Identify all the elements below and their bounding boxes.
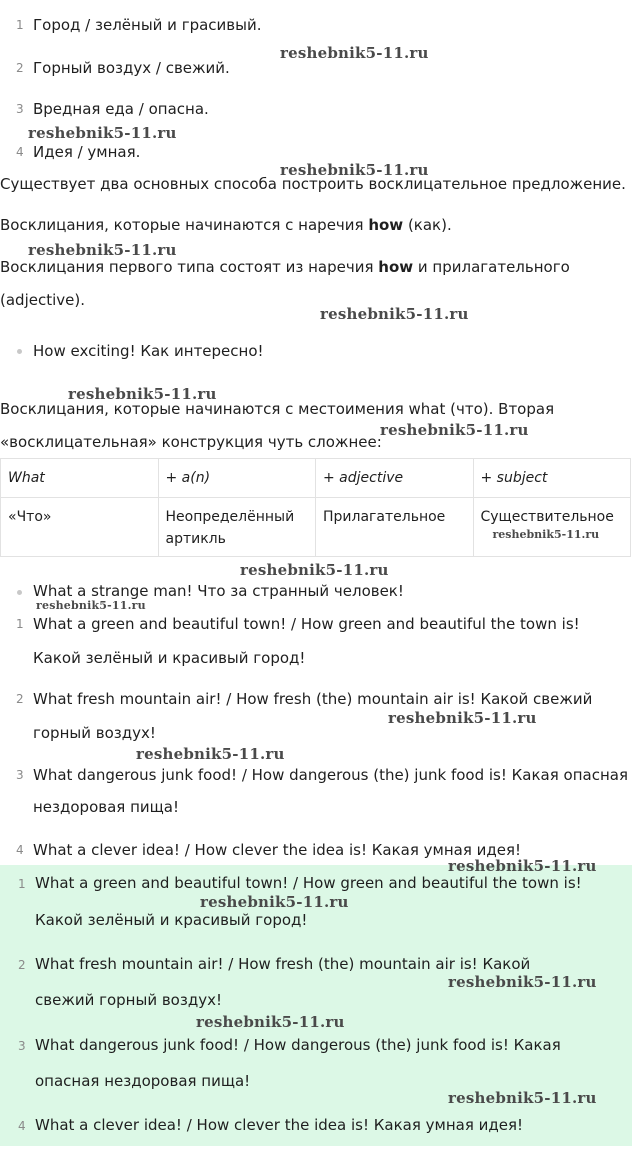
solution-item: What fresh mountain air! / How fresh (the) mountain air is! Какой свежий — [33, 690, 593, 708]
solution-item: горный воздух! — [33, 724, 156, 742]
theory-type1-text: Восклицания первого типа состоят из наречия — [0, 258, 379, 276]
theory-what: Восклицания, которые начинаются с местоимения what (что). Вторая — [0, 400, 555, 418]
table-cell-text: Существительное — [480, 509, 614, 525]
solution-item: Какой зелёный и красивый город! — [33, 649, 306, 667]
table-header: + adjective — [316, 459, 474, 498]
list-number: 3 — [16, 102, 24, 116]
watermark: reshebnik5-11.ru — [388, 709, 537, 727]
table-cell: «Что» — [1, 498, 159, 557]
watermark: reshebnik5-11.ru — [320, 305, 469, 323]
solution-item: What a clever idea! / How clever the idea is! Какая умная идея! — [33, 841, 521, 859]
watermark: reshebnik5-11.ru — [200, 893, 349, 911]
list-number: 1 — [16, 18, 24, 32]
watermark: reshebnik5-11.ru — [240, 561, 389, 579]
example-item: How exciting! Как интересно! — [33, 342, 264, 360]
watermark: reshebnik5-11.ru — [448, 1089, 597, 1107]
table-cell: Прилагательное — [316, 498, 474, 557]
answer-item: свежий горный воздух! — [35, 991, 222, 1009]
table-header-row — [1, 459, 631, 498]
theory-what: «восклицательная» конструкция чуть сложнее: — [0, 433, 382, 451]
list-number: 3 — [16, 768, 24, 782]
theory-how — [0, 216, 452, 234]
answer-item: Какой зелёный и красивый город! — [35, 911, 308, 929]
theory-how-text: Восклицания, которые начинаются с наречия — [0, 216, 369, 234]
watermark: reshebnik5-11.ru — [68, 385, 217, 403]
watermark: reshebnik5-11.ru — [380, 421, 529, 439]
table-header: What — [1, 459, 159, 498]
list-number: 3 — [18, 1039, 26, 1053]
theory-intro: Существует два основных способа построить восклицательное предложение. — [0, 175, 626, 193]
watermark: reshebnik5-11.ru — [280, 161, 429, 179]
task-item: Горный воздух / свежий. — [33, 59, 230, 77]
watermark: reshebnik5-11.ru — [36, 599, 146, 612]
bullet — [17, 590, 22, 595]
answer-item: What a green and beautiful town! / How green and beautiful the town is! — [35, 874, 582, 892]
list-number: 2 — [16, 692, 24, 706]
construction-table — [0, 458, 631, 557]
theory-type1-text: и прилагательного — [413, 258, 570, 276]
solution-item: What dangerous junk food! / How dangerous (the) junk food is! Какая опасная — [33, 766, 628, 784]
list-number: 1 — [16, 617, 24, 631]
table-cell — [473, 498, 631, 557]
answer-item: опасная нездоровая пища! — [35, 1072, 251, 1090]
watermark: reshebnik5-11.ru — [28, 124, 177, 142]
table-cell: Неопределённый артикль — [158, 498, 316, 557]
list-number: 4 — [16, 145, 24, 159]
keyword-how: how — [368, 216, 404, 234]
watermark: reshebnik5-11.ru — [280, 44, 429, 62]
list-number: 2 — [16, 61, 24, 75]
watermark: reshebnik5-11.ru — [196, 1013, 345, 1031]
list-number: 4 — [16, 843, 24, 857]
answer-item: What dangerous junk food! / How dangerous (the) junk food is! Какая — [35, 1036, 561, 1054]
example-item: What a strange man! Что за странный человек! — [33, 582, 404, 600]
task-item: Идея / умная. — [33, 143, 141, 161]
answer-item: What a clever idea! / How clever the idea is! Какая умная идея! — [35, 1116, 523, 1134]
list-number: 2 — [18, 958, 26, 972]
watermark: reshebnik5-11.ru — [28, 241, 177, 259]
table-row — [1, 498, 631, 557]
table-header: + a(n) — [158, 459, 316, 498]
list-number: 1 — [18, 877, 26, 891]
solution-item: What a green and beautiful town! / How green and beautiful the town is! — [33, 615, 580, 633]
watermark: reshebnik5-11.ru — [448, 857, 597, 875]
bullet — [17, 349, 22, 354]
list-number: 4 — [18, 1119, 26, 1133]
theory-type1 — [0, 258, 570, 276]
keyword-how: how — [378, 258, 414, 276]
task-item: Вредная еда / опасна. — [33, 100, 209, 118]
watermark: reshebnik5-11.ru — [492, 528, 600, 541]
watermark: reshebnik5-11.ru — [136, 745, 285, 763]
answer-item: What fresh mountain air! / How fresh (the) mountain air is! Какой — [35, 955, 531, 973]
task-item: Город / зелёный и грасивый. — [33, 16, 262, 34]
watermark: reshebnik5-11.ru — [448, 973, 597, 991]
solution-item: нездоровая пища! — [33, 798, 179, 816]
table-header: + subject — [473, 459, 631, 498]
theory-adjective: (adjective). — [0, 291, 85, 309]
theory-how-text: (как). — [403, 216, 452, 234]
